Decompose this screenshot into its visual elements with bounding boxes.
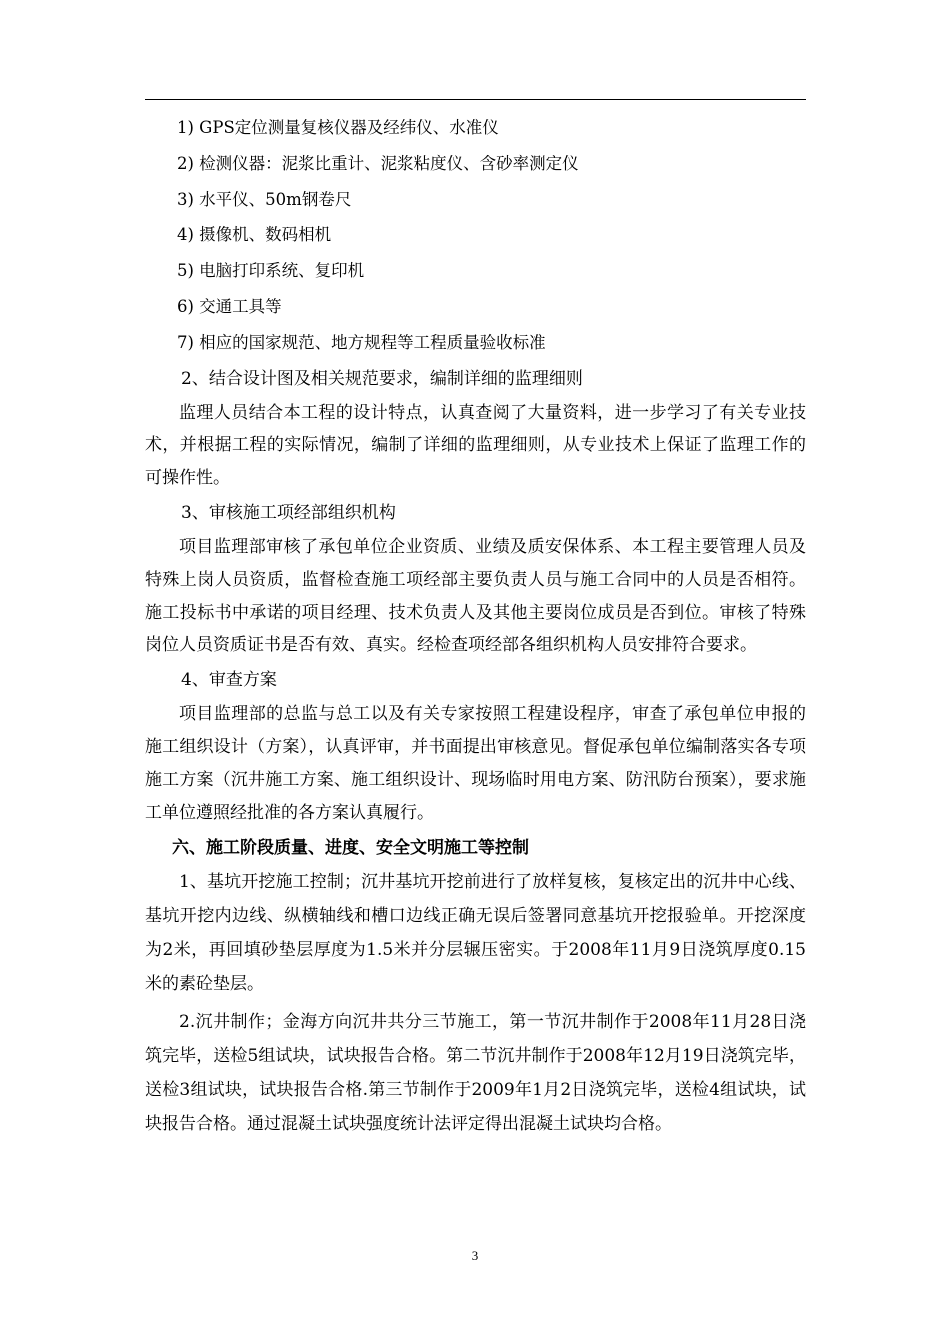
list-item: 3) 水平仪、50m钢卷尺 (177, 189, 352, 209)
header-rule (145, 99, 806, 100)
subheading-design-rules: 2、结合设计图及相关规范要求，编制详细的监理细则 (181, 368, 583, 389)
list-item: 1) GPS定位测量复核仪器及经纬仪、水准仪 (177, 118, 499, 137)
subheading-organization: 3、审核施工项经部组织机构 (181, 502, 396, 523)
paragraph-design-rules: 监理人员结合本工程的设计特点，认真查阅了大量资料，进一步学习了有关专业技术，并根据工程的实际情况，编制了详细的监理细则，从专业技术上保证了监理工作的可操作性。 (145, 402, 806, 489)
document-body (145, 110, 806, 1141)
list-item: 5) 电脑打印系统、复印机 (177, 261, 365, 281)
subheading-review-plan: 4、审查方案 (181, 670, 277, 691)
paragraph-organization: 项目监理部审核了承包单位企业资质、业绩及质安保体系、本工程主要管理人员及特殊上岗人员资质，监督检查施工项经部主要负责人员与施工合同中的人员是否相符。施工投标书中承诺的项目经理、技术负责人及其他主要岗位成员是否到位。审核了特殊岗位人员资质证书是否有效、真实。经检查项经部各组织机构人员安排符合要求。 (145, 536, 806, 656)
page-number: 3 (471, 1248, 479, 1263)
list-item: 7) 相应的国家规范、地方规程等工程质量验收标准 (177, 332, 546, 352)
section-heading-construction-control: 六、施工阶段质量、进度、安全文明施工等控制 (172, 838, 529, 859)
list-item: 6) 交通工具等 (177, 296, 282, 316)
list-item: 2) 检测仪器：泥浆比重计、泥浆粘度仪、含砂率测定仪 (177, 153, 579, 173)
paragraph-review-plan: 项目监理部的总监与总工以及有关专家按照工程建设程序，审查了承包单位申报的施工组织设计（方案），认真评审，并书面提出审核意见。督促承包单位编制落实各专项施工方案（沉井施工方案、施工组织设计、现场临时用电方案、防汛防台预案），要求施工单位遵照经批准的各方案认真履行。 (145, 704, 806, 823)
paragraph-excavation: 1、基坑开挖施工控制；沉井基坑开挖前进行了放样复核，复核定出的沉井中心线、基坑开挖内边线、纵横轴线和槽口边线正确无误后签署同意基坑开挖报验单。开挖深度为2米，再回填砂垫层厚度为1.5米并分层辗压密实。于2008年11月9日浇筑厚度0.15米的素砼垫层。 (145, 872, 806, 995)
list-item: 4) 摄像机、数码相机 (177, 225, 332, 245)
paragraph-caisson: 2.沉井制作；金海方向沉井共分三节施工，第一节沉井制作于2008年11月28日浇筑完毕，送检5组试块，试块报告合格。第二节沉井制作于2008年12月19日浇筑完毕，送检3组试块，试块报告合格.第三节制作于2009年1月2日浇筑完毕，送检4组试块，试块报告合格。通过混凝土试块强度统计法评定得出混凝土试块均合格。 (145, 1012, 806, 1135)
